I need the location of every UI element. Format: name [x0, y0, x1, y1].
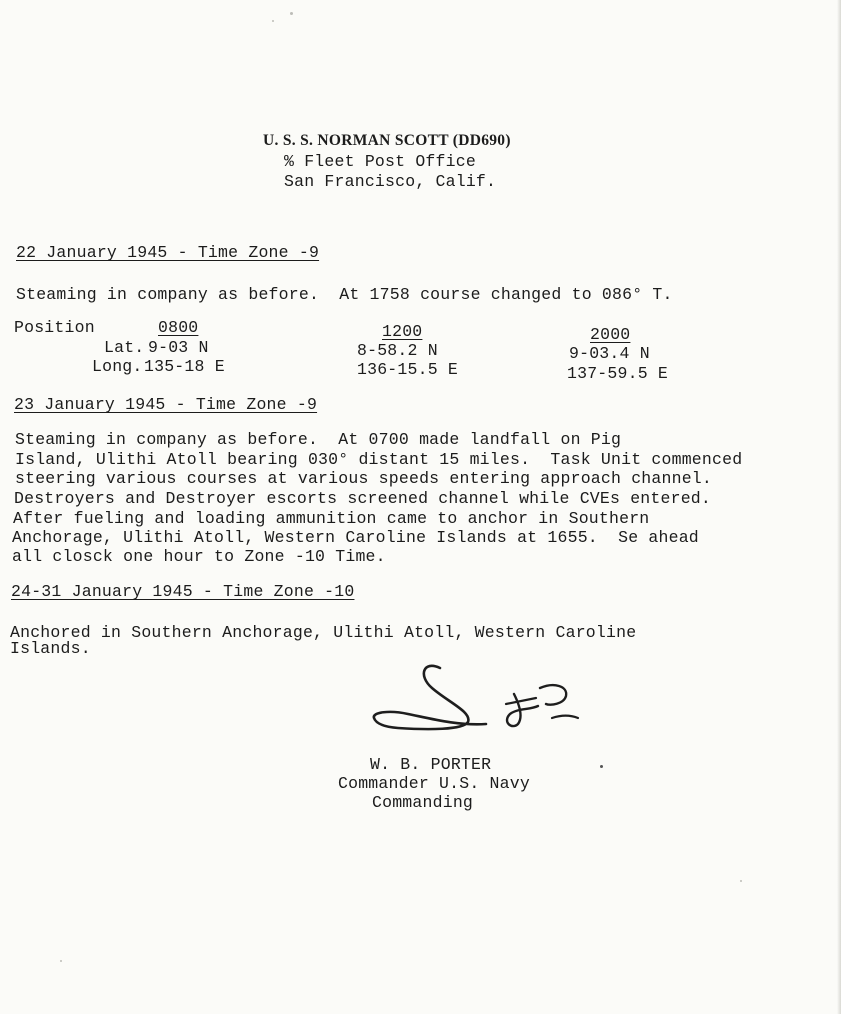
position-time-2000: 2000	[590, 325, 631, 344]
entry-1-heading: 22 January 1945 - Time Zone -9	[16, 243, 320, 262]
paper-speck	[290, 12, 293, 15]
position-lat-1200: 8-58.2 N	[357, 341, 438, 360]
page-edge-shadow	[837, 0, 841, 1014]
city-line: San Francisco, Calif.	[284, 172, 497, 191]
position-time-1200: 1200	[382, 322, 423, 341]
entry-1-body: Steaming in company as before. At 1758 course changed to 086° T.	[16, 285, 673, 304]
position-lat-0800: 9-03 N	[148, 338, 209, 357]
fleet-post-office: % Fleet Post Office	[284, 152, 476, 171]
signer-role: Commanding	[372, 793, 474, 812]
paper-speck	[272, 20, 274, 22]
entry-2-line-4: Destroyers and Destroyer escorts screened channel while CVEs entered.	[14, 489, 712, 508]
long-label: Long.	[92, 357, 143, 376]
position-long-1200: 136-15.5 E	[357, 360, 459, 379]
lat-label: Lat.	[104, 338, 145, 357]
entry-2-line-5: After fueling and loading ammunition came to anchor in Southern	[13, 509, 650, 528]
entry-2-line-3: steering various courses at various speeds entering approach channel.	[15, 469, 713, 488]
position-time-0800: 0800	[158, 318, 199, 337]
entry-2-line-6: Anchorage, Ulithi Atoll, Western Caroline Islands at 1655. Se ahead	[12, 528, 699, 547]
paper-speck	[740, 880, 742, 882]
entry-3-line-2: Islands.	[10, 639, 91, 658]
position-long-0800: 135-18 E	[144, 357, 225, 376]
paper-speck	[600, 765, 603, 768]
paper-speck	[60, 960, 62, 962]
entry-3-heading: 24-31 January 1945 - Time Zone -10	[11, 582, 355, 601]
entry-2-line-7: all closck one hour to Zone -10 Time.	[12, 547, 386, 566]
position-long-2000: 137-59.5 E	[567, 364, 669, 383]
entry-2-line-2: Island, Ulithi Atoll bearing 030° distant 15 miles. Task Unit commenced	[15, 450, 743, 469]
entry-3-line-1: Anchored in Southern Anchorage, Ulithi Atoll, Western Caroline	[10, 623, 637, 642]
position-lat-2000: 9-03.4 N	[569, 344, 650, 363]
entry-2-heading: 23 January 1945 - Time Zone -9	[14, 395, 318, 414]
ship-name: U. S. S. NORMAN SCOTT (DD690)	[263, 132, 511, 149]
signer-rank: Commander U.S. Navy	[338, 774, 530, 793]
handwritten-signature	[368, 658, 588, 738]
entry-2-line-1: Steaming in company as before. At 0700 made landfall on Pig	[15, 430, 622, 449]
signer-name: W. B. PORTER	[370, 755, 492, 774]
position-label: Position	[14, 318, 95, 337]
